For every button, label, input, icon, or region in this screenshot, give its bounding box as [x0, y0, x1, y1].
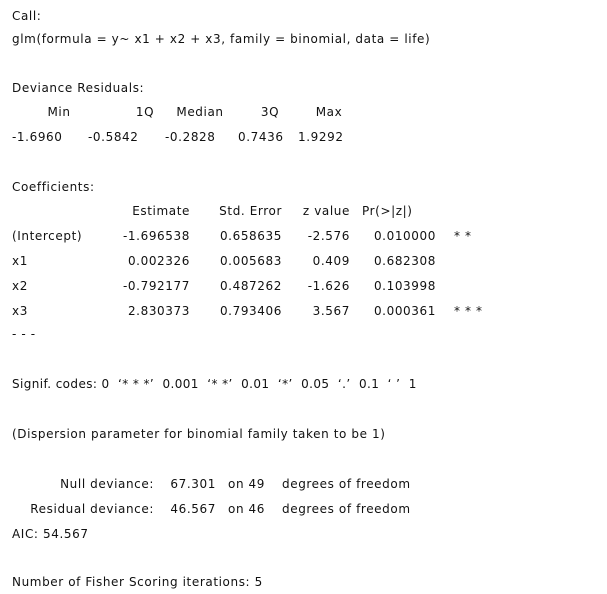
coef-row-estimate: 0.002326	[127, 254, 190, 268]
resid-label-min: Min	[47, 105, 71, 119]
coef-row-name: x1	[12, 254, 28, 268]
coef-row-std-error: 0.793406	[219, 304, 282, 318]
call-formula: glm(formula = y~ x1 + x2 + x3, family = binomial, data = life)	[12, 32, 431, 46]
fisher-iterations: Number of Fisher Scoring iterations: 5	[12, 575, 263, 589]
residual-deviance-label: Residual deviance:	[30, 502, 154, 516]
coef-row-name: (Intercept)	[12, 229, 83, 243]
coef-col-z-value: z value	[302, 204, 350, 218]
resid-value-min: -1.6960	[12, 130, 63, 144]
coef-col-p-value: Pr(>|z|)	[362, 204, 413, 218]
coef-row-name: x3	[12, 304, 28, 318]
null-deviance-value: 67.301	[170, 477, 216, 491]
residual-deviance-value: 46.567	[170, 502, 216, 516]
coef-row-signif: * * *	[454, 304, 483, 318]
residual-deviance-dof: degrees of freedom	[282, 502, 411, 516]
coef-col-estimate: Estimate	[132, 204, 190, 218]
coef-row-z-value: 0.409	[312, 254, 350, 268]
coef-row-signif: * *	[454, 229, 472, 243]
null-deviance-df: on 49	[228, 477, 266, 491]
aic-line: AIC: 54.567	[12, 527, 89, 541]
dispersion-note: (Dispersion parameter for binomial family taken to be 1)	[12, 427, 386, 441]
resid-label-3q: 3Q	[260, 105, 280, 119]
deviance-residuals-header: Deviance Residuals:	[12, 81, 145, 95]
resid-value-1q: -0.5842	[88, 130, 139, 144]
resid-value-median: -0.2828	[165, 130, 216, 144]
resid-value-max: 1.9292	[298, 130, 344, 144]
resid-label-max: Max	[315, 105, 343, 119]
coef-row-std-error: 0.487262	[219, 279, 282, 293]
coef-row-estimate: 2.830373	[127, 304, 190, 318]
coef-row-std-error: 0.005683	[219, 254, 282, 268]
residual-deviance-df: on 46	[228, 502, 266, 516]
coef-row-z-value: -2.576	[307, 229, 350, 243]
signif-codes: Signif. codes: 0 ‘* * *’ 0.001 ‘* *’ 0.01 ‘*’ 0.05 ‘.’ 0.1 ‘ ’ 1	[12, 377, 417, 391]
coef-row-p-value: 0.682308	[373, 254, 436, 268]
coef-row-name: x2	[12, 279, 28, 293]
coef-separator: - - -	[12, 327, 36, 341]
null-deviance-label: Null deviance:	[60, 477, 154, 491]
coef-row-p-value: 0.010000	[373, 229, 436, 243]
coef-row-z-value: 3.567	[312, 304, 350, 318]
coef-row-estimate: -0.792177	[123, 279, 190, 293]
resid-label-median: Median	[176, 105, 224, 119]
coef-row-estimate: -1.696538	[123, 229, 190, 243]
coef-row-p-value: 0.103998	[373, 279, 436, 293]
coef-row-p-value: 0.000361	[373, 304, 436, 318]
coefficients-header: Coefficients:	[12, 180, 95, 194]
coef-row-std-error: 0.658635	[219, 229, 282, 243]
coef-row-z-value: -1.626	[307, 279, 350, 293]
call-header: Call:	[12, 9, 42, 23]
coef-col-std-error: Std. Error	[219, 204, 282, 218]
resid-value-3q: 0.7436	[238, 130, 284, 144]
resid-label-1q: 1Q	[135, 105, 155, 119]
null-deviance-dof: degrees of freedom	[282, 477, 411, 491]
